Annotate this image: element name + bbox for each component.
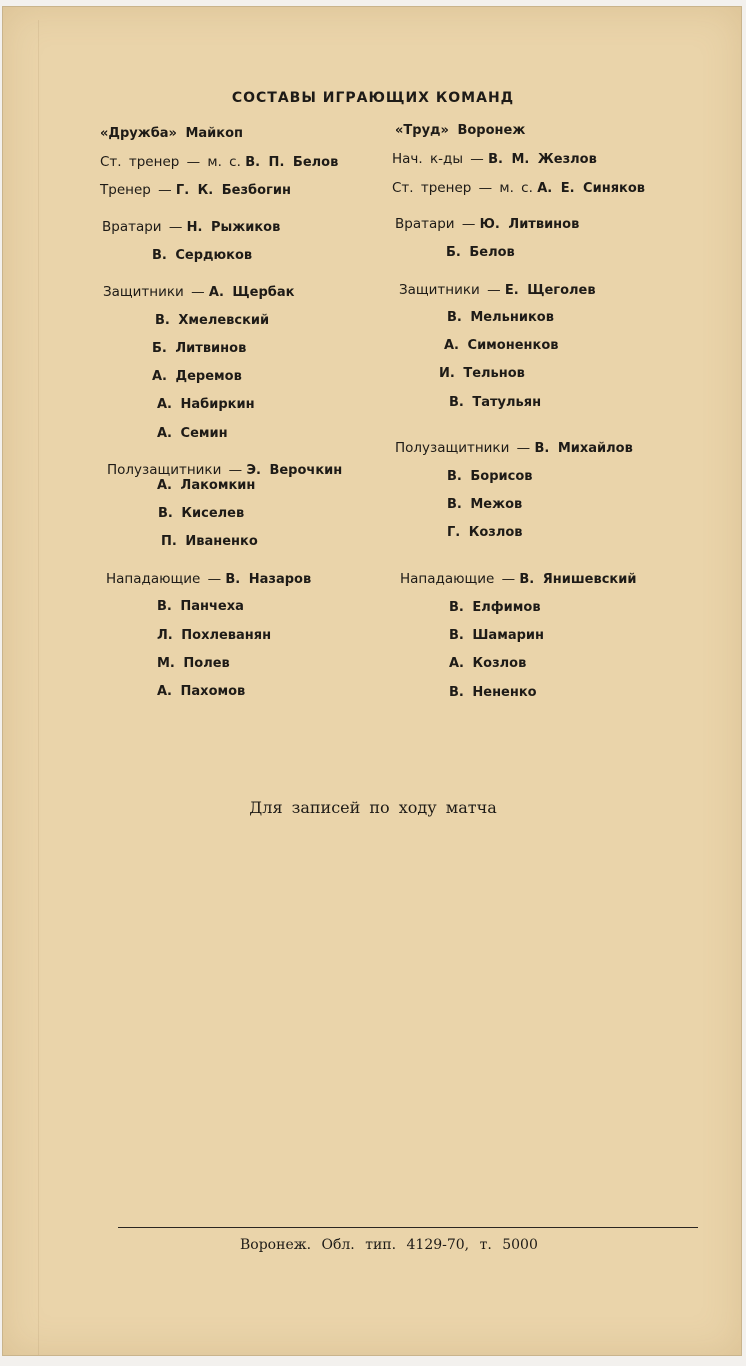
left-team-name: «Дружба» Майкоп [100,126,244,141]
right-fwd-4: А. Козлов [449,656,527,671]
right-mid-1: В. Михайлов [534,441,633,456]
right-head-of-team-name: В. М. Жезлов [488,152,597,167]
page-title: СОСТАВЫ ИГРАЮЩИХ КОМАНД [231,90,515,106]
right-senior-coach [392,180,645,196]
right-senior-coach-name: А. Е. Синяков [537,181,646,196]
fold-line [38,20,39,1355]
left-mid-4: П. Иваненко [161,534,258,549]
right-gk-1: Ю. Литвинов [479,217,580,232]
left-def-4: А. Деремов [152,369,242,384]
left-goalkeepers [102,219,280,235]
left-def-5: А. Набиркин [157,397,255,412]
right-fwd-1: В. Янишевский [519,572,637,587]
left-def-6: А. Семин [157,426,228,441]
left-fwd-label: Нападающие — [106,571,222,587]
right-mid-3: В. Межов [447,497,523,512]
left-mid-3: В. Киселев [158,506,245,521]
right-fwd-label: Нападающие — [400,571,516,587]
right-def-5: В. Татульян [449,395,542,410]
left-fwd-5: А. Пахомов [157,684,246,699]
left-def-3: Б. Литвинов [152,341,247,356]
right-mid-label: Полузащитники — [395,440,531,456]
right-mid-4: Г. Козлов [447,525,523,540]
notes-heading: Для записей по ходу матча [249,798,497,817]
right-def-label: Защитники — [399,282,501,298]
printer-imprint: Воронеж. Обл. тип. 4129-70, т. 5000 [240,1237,538,1253]
left-mid-label: Полузащитники — [107,462,243,478]
left-senior-coach-label: Ст. тренер — м. с. [100,154,241,170]
left-gk-2: В. Сердюков [152,248,253,263]
right-forwards [400,571,636,587]
left-midfielders [107,462,342,478]
right-def-4: И. Тельнов [439,366,525,381]
right-def-1: Е. Щеголев [504,283,596,298]
left-senior-coach [100,154,338,170]
left-fwd-4: М. Полев [157,656,230,671]
right-gk-label: Вратари — [395,216,476,232]
right-midfielders [395,440,633,456]
left-mid-2: А. Лакомкин [157,478,256,493]
left-def-label: Защитники — [103,284,205,300]
right-head-of-team [392,151,597,167]
left-coach-name: Г. К. Безбогин [175,183,291,198]
right-defenders [399,282,596,298]
right-fwd-5: В. Нененко [449,685,537,700]
right-team-name: «Труд» Воронеж [395,123,526,138]
left-gk-label: Вратари — [102,219,183,235]
right-goalkeepers [395,216,579,232]
left-coach-label: Тренер — [100,182,172,198]
left-fwd-1: В. Назаров [225,572,312,587]
left-mid-1: Э. Верочкин [246,463,343,478]
left-gk-1: Н. Рыжиков [186,220,281,235]
left-coach [100,182,291,198]
footer-rule [118,1227,698,1228]
right-mid-2: В. Борисов [447,469,533,484]
right-fwd-2: В. Елфимов [449,600,541,615]
left-forwards [106,571,311,587]
left-def-1: А. Щербак [208,285,295,300]
left-senior-coach-name: В. П. Белов [245,155,339,170]
left-def-2: В. Хмелевский [155,313,270,328]
programme-sheet [2,6,742,1356]
right-fwd-3: В. Шамарин [449,628,544,643]
right-gk-2: Б. Белов [446,245,515,260]
left-defenders [103,284,294,300]
left-fwd-2: В. Панчеха [157,599,244,614]
right-head-of-team-label: Нач. к-ды — [392,151,484,167]
right-def-3: А. Симоненков [444,338,559,353]
right-def-2: В. Мельников [447,310,554,325]
right-senior-coach-label: Ст. тренер — м. с. [392,180,533,196]
left-fwd-3: Л. Похлеванян [157,628,272,643]
